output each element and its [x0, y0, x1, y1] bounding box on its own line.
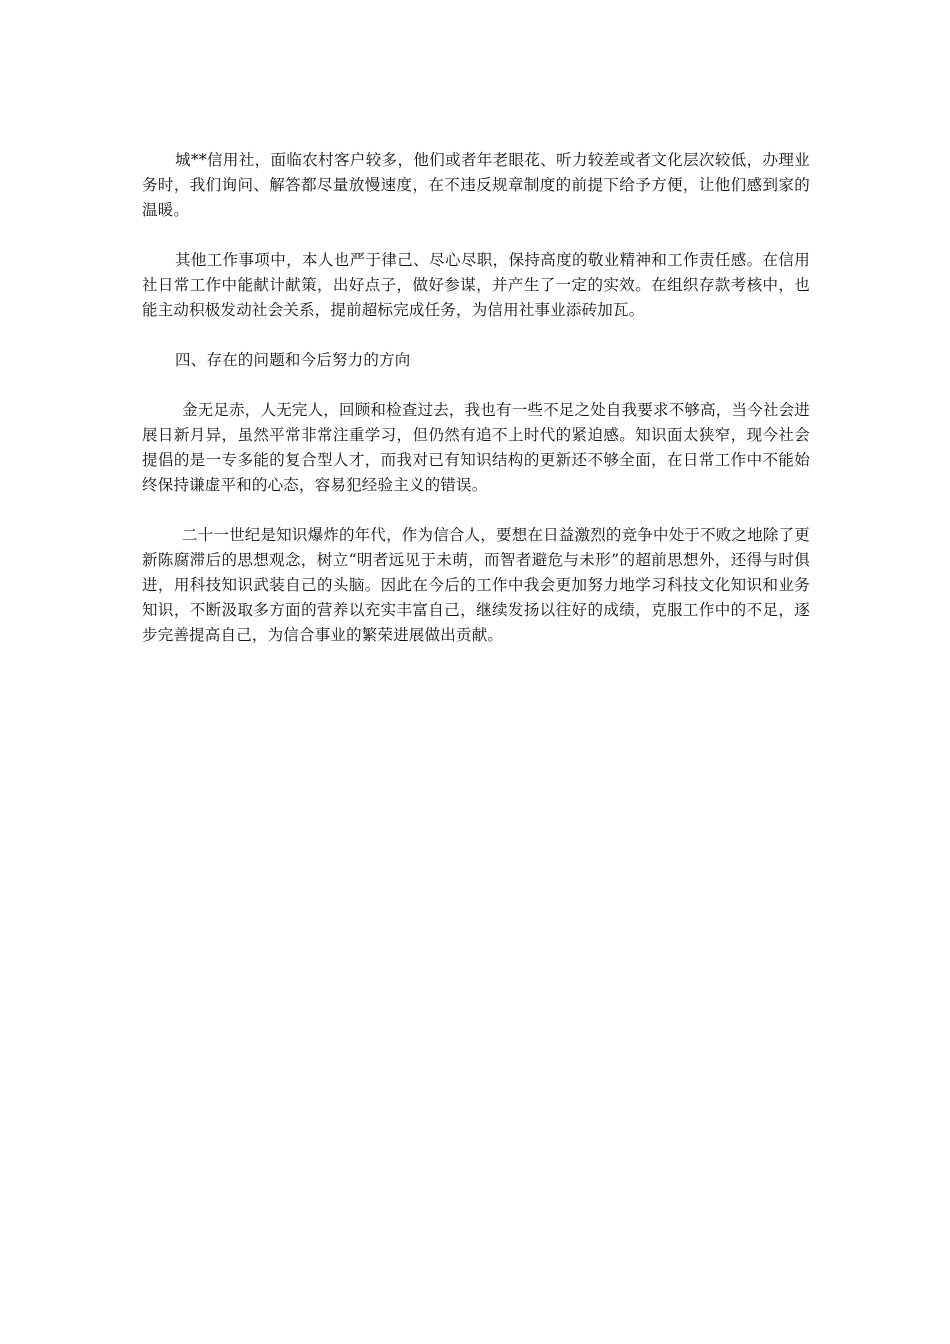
- paragraph-shortcomings: 金无足赤，人无完人，回顾和检查过去，我也有一些不足之处自我要求不够高，当今社会进展日新月异，虽然平常非常注重学习，但仍然有追不上时代的紧迫感。知识面太狭窄，现今社会提倡的是一专多能的复合型人才，而我对已有知识结构的更新还不够全面，在日常工作中不能始终保持谦虚平和的心态，容易犯经验主义的错误。: [142, 401, 811, 494]
- document-body: [142, 148, 810, 673]
- paragraph-customer-service: 城**信用社，面临农村客户较多，他们或者年老眼花、听力较差或者文化层次较低，办理业务时，我们询问、解答都尽量放慢速度，在不违反规章制度的前提下给予方便，让他们感到家的温暖。: [142, 151, 810, 219]
- paragraph-other-work: 其他工作事项中，本人也严于律己、尽心尽职，保持高度的敬业精神和工作责任感。在信用社日常工作中能献计献策，出好点子，做好参谋，并产生了一定的实效。在组织存款考核中，也能主动积极发动社会关系，提前超标完成任务，为信用社事业添砖加瓦。: [142, 251, 810, 319]
- section-heading-problems: 四、存在的问题和今后努力的方向: [175, 351, 411, 369]
- paragraph-future-direction: 二十一世纪是知识爆炸的年代，作为信合人，要想在日益激烈的竞争中处于不败之地除了更新陈腐滞后的思想观念，树立“明者远见于未萌，而智者避危与未形”的超前思想外，还得与时俱进，用科技知识武装自己的头脑。因此在今后的工作中我会更加努力地学习科技文化知识和业务知识，不断汲取多方面的营养以充实丰富自己，继续发扬以往好的成绩，克服工作中的不足，逐步完善提高自己，为信合事业的繁荣进展做出贡献。: [142, 526, 811, 644]
